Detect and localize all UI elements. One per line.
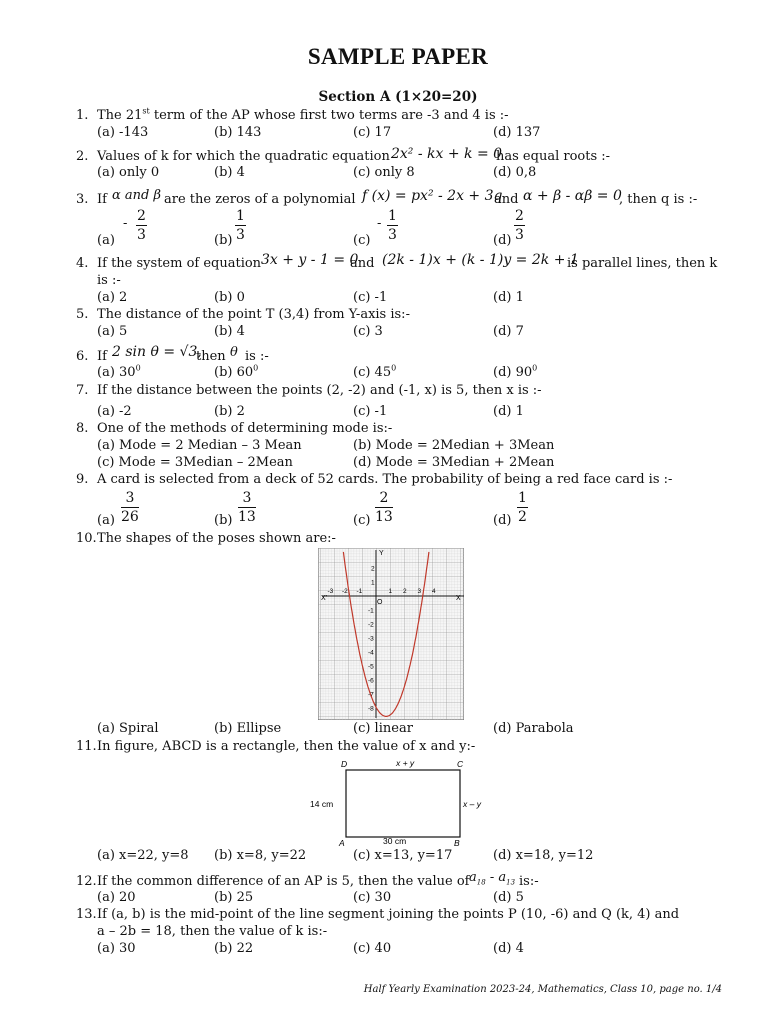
equation-1: 3x + y - 1 = 0 (261, 252, 359, 268)
option-b: (b) 143 (214, 125, 262, 140)
question-number: 1. (76, 108, 89, 123)
option-d (493, 365, 537, 381)
question-number: 4. (76, 256, 89, 271)
option-c: (c) x=13, y=17 (353, 848, 453, 863)
fraction-b (235, 208, 246, 243)
question-text-4: is :- (97, 273, 121, 288)
question-6 (76, 344, 269, 365)
question-text-2: is:- (519, 874, 539, 889)
option-c: (c) linear (353, 721, 413, 736)
x-tick-label: 3 (417, 588, 422, 595)
option-b: (b) 2 (214, 404, 245, 419)
question-text-4: , then q is :- (619, 192, 698, 207)
page-footer: Half Yearly Examination 2023-24, Mathematics, Class 10, page no. 1/4 (363, 984, 722, 995)
x-tick-label: -1 (356, 588, 363, 595)
question-text-2: has equal roots :- (496, 149, 611, 164)
polynomial: f (x) = px² - 2x + 3q (362, 188, 503, 204)
y-tick-label: -8 (368, 705, 374, 713)
question-text: The shapes of the poses shown are:- (97, 531, 336, 546)
option-c: (c) 3 (353, 324, 383, 339)
question-text: The distance of the point T (3,4) from Y-axis is:- (97, 307, 410, 322)
x-tick-label: 1 (388, 588, 393, 595)
option-b-value: (b) 60 (214, 365, 254, 380)
question-13 (76, 907, 680, 923)
denominator: 3 (388, 227, 397, 243)
condition: α + β - αβ = 0 (523, 188, 622, 204)
fraction-d (517, 490, 528, 525)
label-top: x + y (396, 758, 415, 768)
question-text: If (97, 192, 107, 207)
option-a: (a) -2 (97, 404, 132, 419)
question-text: The 21 (97, 108, 143, 123)
x-tick-label: -3 (327, 588, 334, 595)
question-number: 2. (76, 149, 89, 164)
option-c: (c) (353, 233, 371, 248)
question-text-3: is :- (245, 349, 269, 364)
question-11 (76, 739, 476, 755)
y-tick-label: -7 (368, 691, 374, 699)
question-9 (76, 472, 673, 488)
minus-sign: - (377, 216, 382, 231)
vertex-a: A (339, 838, 345, 848)
option-d: (d) 1 (493, 404, 524, 419)
numerator: 1 (236, 208, 245, 224)
option-b: (b) Ellipse (214, 721, 282, 736)
numerator: 2 (379, 490, 389, 506)
subscript-18: 18 (476, 878, 486, 887)
x-tick-label: 4 (432, 588, 436, 595)
question-text: If (97, 349, 107, 364)
option-c: (c) only 8 (353, 165, 415, 180)
question-1 (76, 106, 509, 124)
question-text: A card is selected from a deck of 52 cards. The probability of being a red face card is :- (97, 472, 673, 487)
y-tick-label: -4 (368, 649, 374, 657)
question-text: One of the methods of determining mode is:- (97, 421, 393, 436)
option-a-value: (a) 30 (97, 365, 136, 380)
option-d: (d) 1 (493, 290, 524, 305)
term-a: a (469, 870, 477, 885)
equation: 2 sin θ = √3, (112, 344, 202, 360)
degree: 0 (253, 363, 259, 373)
option-b: (b) 4 (214, 165, 245, 180)
question-7 (76, 383, 542, 399)
question-12 (76, 870, 539, 890)
question-text-2: are the zeros of a polynomial (164, 192, 356, 207)
question-number: 3. (76, 192, 89, 207)
option-c: (c) 40 (353, 941, 392, 956)
question-3 (76, 188, 698, 208)
x-tick-label: 2 (403, 588, 407, 595)
question-4 (76, 252, 718, 272)
option-a (97, 365, 141, 381)
option-a: (a) 2 (97, 290, 128, 305)
option-a: (a) only 0 (97, 165, 160, 180)
x-axis-neg-label: X' (321, 595, 328, 602)
question-number: 6. (76, 349, 89, 364)
label-right: x – y (463, 799, 481, 809)
vertex-b: B (454, 838, 460, 848)
question-text: In figure, ABCD is a rectangle, then the value of x and y:- (97, 739, 476, 754)
label-left: 14 cm (310, 799, 334, 809)
option-c: (c) 17 (353, 125, 392, 140)
option-b: (b) 25 (214, 890, 254, 905)
theta: θ (230, 345, 238, 360)
minus-a: - a (485, 870, 507, 885)
x-axis-label: X (456, 595, 461, 602)
origin-label: O (377, 599, 383, 606)
question-2 (76, 146, 611, 165)
question-text: Values of k for which the quadratic equation (97, 149, 390, 164)
y-tick-label: -5 (368, 663, 374, 671)
question-5 (76, 307, 410, 323)
fraction-d (514, 208, 525, 243)
option-d: (d) (493, 513, 512, 528)
y-tick-label: 2 (371, 565, 375, 573)
question-number: 12. (76, 874, 97, 889)
denominator: 2 (518, 509, 527, 525)
option-a: (a) (97, 233, 115, 248)
question-text-2: and (350, 256, 375, 271)
denominator: 3 (515, 227, 524, 243)
option-d: (d) (493, 233, 512, 248)
question-number: 13. (76, 907, 97, 922)
question-number: 9. (76, 472, 89, 487)
option-c: (c) -1 (353, 290, 388, 305)
alpha-beta: α and β (112, 188, 162, 203)
question-number: 5. (76, 307, 89, 322)
denominator: 3 (137, 227, 146, 243)
fraction-c (375, 490, 393, 525)
option-a: (a) 20 (97, 890, 136, 905)
option-c (353, 365, 396, 381)
numerator: 2 (515, 208, 524, 224)
degree: 0 (135, 363, 141, 373)
superscript: st (142, 106, 150, 116)
y-tick-label: -1 (368, 607, 374, 615)
degree: 0 (532, 363, 538, 373)
option-b: (b) (214, 513, 233, 528)
equation-2: (2k - 1)x + (k - 1)y = 2k + 1 (382, 252, 579, 268)
vertex-c: C (457, 759, 464, 769)
y-tick-label: -6 (368, 677, 374, 685)
numerator: 1 (518, 490, 527, 506)
option-b (214, 365, 258, 381)
fraction-b (238, 490, 256, 525)
rectangle-figure (306, 756, 492, 848)
expression (469, 870, 515, 891)
option-d: (d) x=18, y=12 (493, 848, 594, 863)
question-text-3: is parallel lines, then k (567, 256, 718, 271)
numerator: 2 (137, 208, 146, 224)
question-10 (76, 531, 336, 547)
option-c: (c) -1 (353, 404, 388, 419)
question-text-2: a – 2b = 18, then the value of k is:- (97, 924, 328, 939)
y-axis-label: Y (379, 550, 384, 557)
question-text-2: then (196, 349, 226, 364)
option-d: (d) 7 (493, 324, 524, 339)
option-d: (d) 5 (493, 890, 524, 905)
question-text-2: term of the AP whose first two terms are -3 and 4 is :- (149, 108, 509, 123)
option-b: (b) 0 (214, 290, 245, 305)
fraction-a (121, 490, 139, 525)
section-heading: Section A (1×20=20) (318, 89, 478, 105)
denominator: 3 (236, 227, 245, 243)
fraction-a (136, 208, 147, 243)
numerator: 3 (242, 490, 252, 506)
vertex-d: D (341, 759, 348, 769)
option-a: (a) Spiral (97, 721, 159, 736)
question-8 (76, 421, 393, 437)
subscript-13: 13 (506, 878, 516, 887)
question-text: If (a, b) is the mid-point of the line segment joining the points P (10, -6) and Q (k, 4) and (97, 907, 680, 922)
question-text: If the system of equation (97, 256, 262, 271)
x-tick-label: -2 (342, 588, 348, 595)
denominator: 13 (375, 509, 393, 525)
question-number: 7. (76, 383, 89, 398)
option-c-value: (c) 45 (353, 365, 392, 380)
option-a: (a) x=22, y=8 (97, 848, 189, 863)
option-a: (a) -143 (97, 125, 149, 140)
option-b: (b) 22 (214, 941, 254, 956)
y-tick-label: 1 (371, 579, 375, 587)
denominator: 13 (238, 509, 256, 525)
question-text: If the distance between the points (2, -2) and (-1, x) is 5, then x is :- (97, 383, 542, 398)
numerator: 3 (125, 490, 135, 506)
option-c: (c) 30 (353, 890, 392, 905)
option-c: (c) (353, 513, 371, 528)
option-a: (a) 30 (97, 941, 136, 956)
option-d: (d) 137 (493, 125, 541, 140)
y-tick-label: -3 (368, 635, 374, 643)
equation: 2x² - kx + k = 0 (391, 146, 503, 162)
option-b: (b) x=8, y=22 (214, 848, 307, 863)
rectangle-abcd (346, 770, 460, 837)
fraction-c (387, 208, 398, 243)
question-text-3: and (494, 192, 519, 207)
option-d: (d) 0,8 (493, 165, 537, 180)
page-title: SAMPLE PAPER (307, 44, 489, 69)
denominator: 26 (121, 509, 139, 525)
numerator: 1 (388, 208, 397, 224)
option-d: (d) Parabola (493, 721, 574, 736)
option-b: (b) (214, 233, 233, 248)
option-a: (a) (97, 513, 115, 528)
x-ticks-negative (328, 588, 363, 595)
minus-sign: - (123, 216, 128, 231)
label-bottom: 30 cm (383, 836, 407, 846)
option-d: (d) Mode = 3Median + 2Mean (353, 455, 555, 470)
question-number: 8. (76, 421, 89, 436)
degree: 0 (391, 363, 397, 373)
option-d-value: (d) 90 (493, 365, 533, 380)
parabola-graph (318, 548, 464, 720)
option-b: (b) Mode = 2Median + 3Mean (353, 438, 555, 453)
y-tick-label: -2 (368, 621, 374, 629)
question-number: 10. (76, 531, 97, 546)
question-text: If the common difference of an AP is 5, then the value of (97, 874, 470, 889)
option-a: (a) Mode = 2 Median – 3 Mean (97, 438, 302, 453)
option-d: (d) 4 (493, 941, 524, 956)
option-b: (b) 4 (214, 324, 245, 339)
option-a: (a) 5 (97, 324, 128, 339)
question-number: 11. (76, 739, 97, 754)
option-c: (c) Mode = 3Median – 2Mean (97, 455, 293, 470)
